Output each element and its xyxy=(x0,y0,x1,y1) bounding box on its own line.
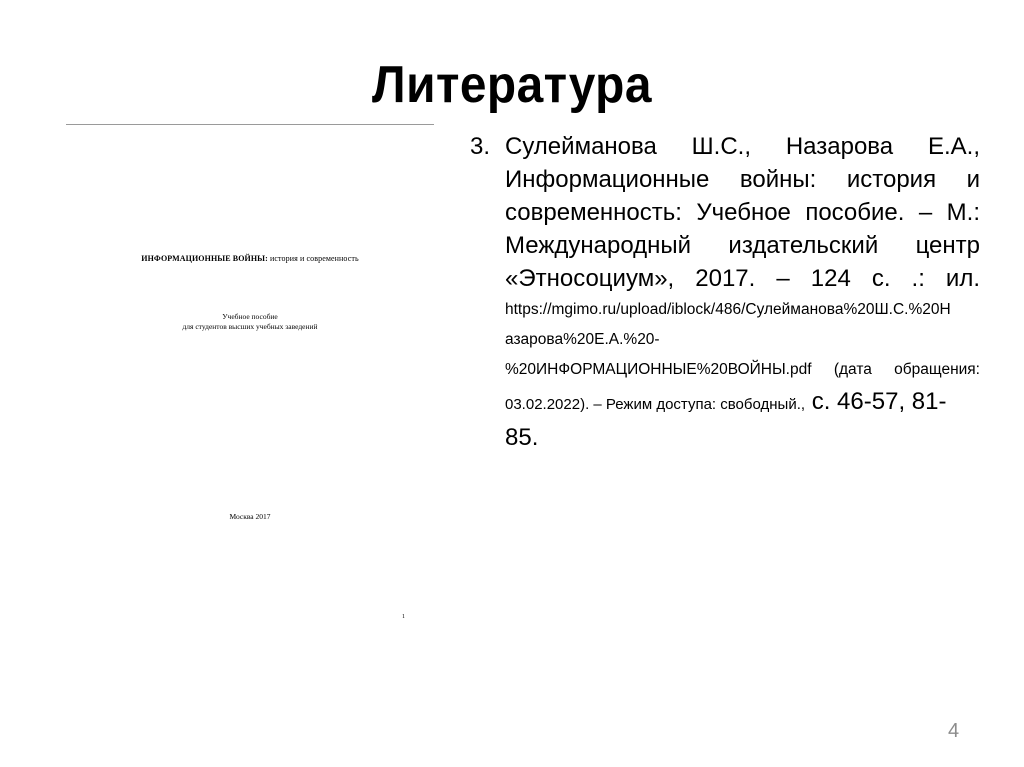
reference-access-line xyxy=(505,385,980,421)
reference-line-5: «Этносоциум», 2017. – 124 с. .: ил. xyxy=(505,265,980,292)
reference-access-mode: 03.02.2022). – Режим доступа: свободный., xyxy=(505,396,806,413)
slide-number: 4 xyxy=(948,720,960,742)
document-subtitle-line-1: Учебное пособие xyxy=(222,312,278,321)
reference-line-2: Информационные войны: история и xyxy=(505,166,980,193)
reference-url-line-3 xyxy=(505,355,980,385)
document-preview xyxy=(66,126,434,646)
reference-line-4: Международный издательский центр xyxy=(505,232,980,259)
reference-url-pdf[interactable]: %20ИНФОРМАЦИОННЫЕ%20ВОЙНЫ.pdf xyxy=(505,361,812,378)
document-page-number: 1 xyxy=(402,614,405,620)
reference-pages: с. 46-57, 81- xyxy=(811,388,947,415)
document-city-year: Москва 2017 xyxy=(229,512,271,521)
reference-text xyxy=(505,130,980,454)
document-subtitle-line-2: для студентов высших учебных заведений xyxy=(182,322,318,331)
reference-url-line-2[interactable]: азарова%20Е.А.%20- xyxy=(505,331,660,348)
reference-access-date: (дата обращения: xyxy=(833,361,980,378)
document-subtitle xyxy=(66,312,434,332)
document-heading xyxy=(66,254,434,263)
slide-title: Литература xyxy=(372,56,652,114)
reference-line-1: Сулейманова Ш.С., Назарова Е.А., xyxy=(505,133,980,160)
document-heading-bold: ИНФОРМАЦИОННЫЕ ВОЙНЫ: xyxy=(141,254,268,263)
reference-line-3: современность: Учебное пособие. – М.: xyxy=(505,199,980,226)
title-divider xyxy=(66,124,434,125)
document-heading-rest: история и современность xyxy=(267,254,359,263)
reference-pages-end: 85. xyxy=(505,424,539,451)
reference-number: 3. xyxy=(470,133,491,160)
reference-url-line-1[interactable]: https://mgimo.ru/upload/iblock/486/Сулейманова%20Ш.С.%20Н xyxy=(505,301,951,318)
